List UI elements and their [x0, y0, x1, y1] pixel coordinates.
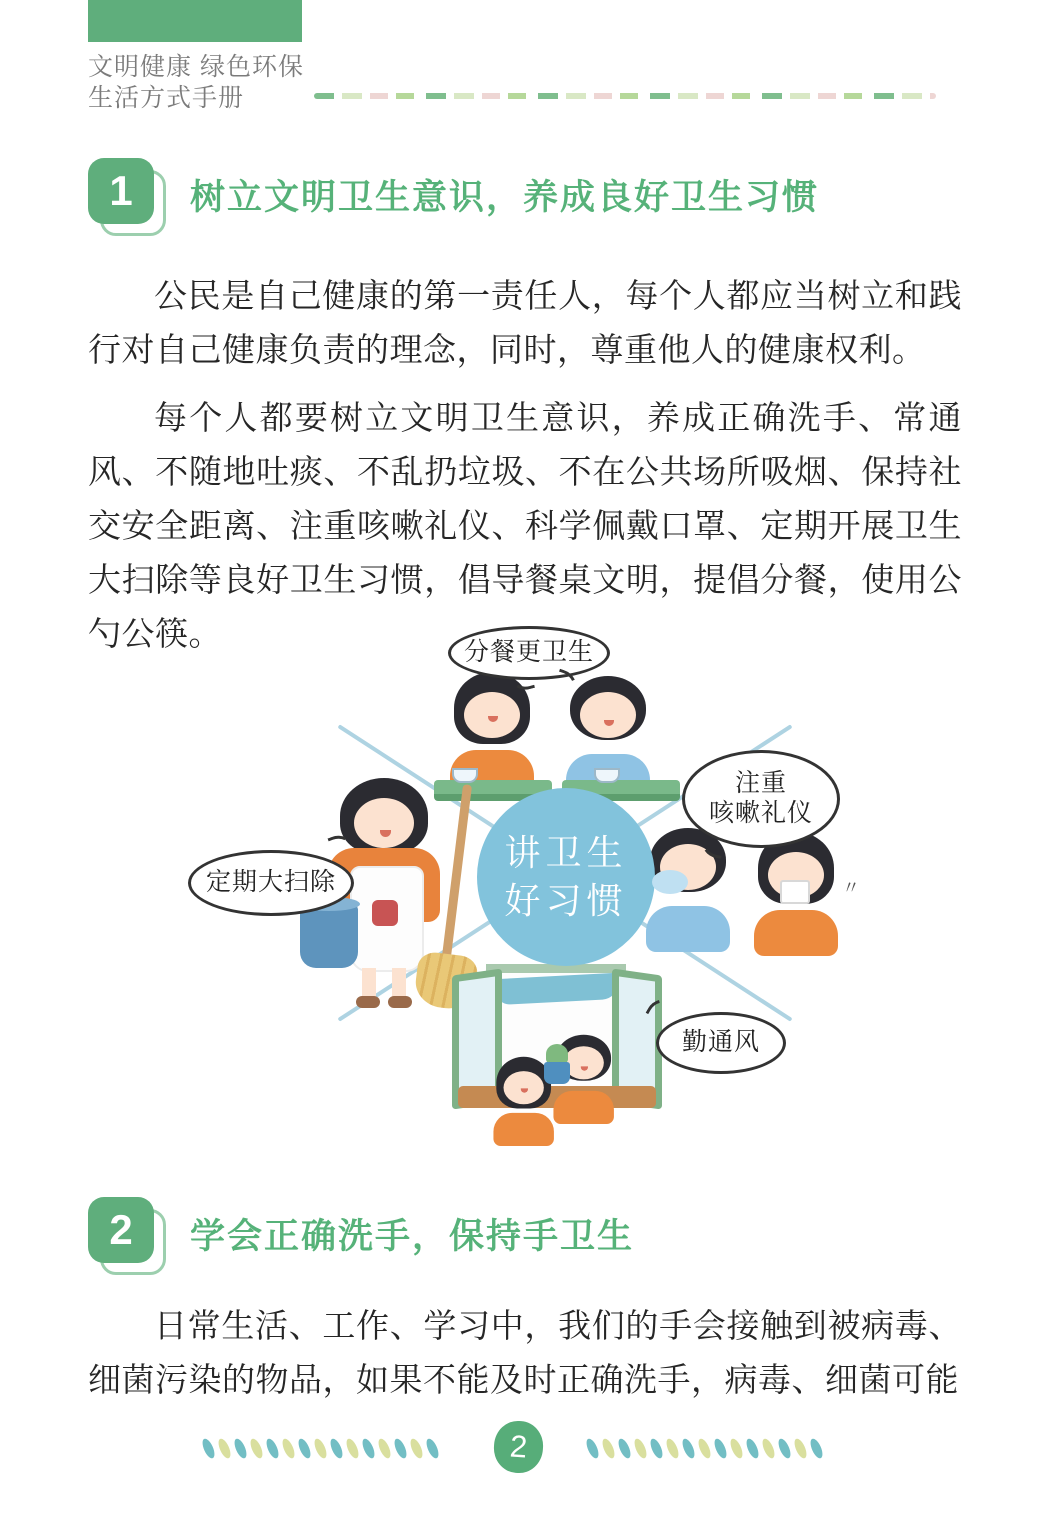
brand-line1: 文明健康 绿色环保 — [88, 53, 304, 81]
section-2-title: 学会正确洗手，保持手卫生 — [190, 1217, 635, 1256]
leaf-icon — [312, 1437, 329, 1460]
hygiene-habits-illustration — [0, 612, 1058, 1178]
footer-leaf-row-left — [204, 1436, 437, 1460]
leaf-icon — [664, 1437, 681, 1460]
meal-bubble-text: 分餐更卫生 — [463, 639, 594, 666]
bowl-icon — [452, 768, 478, 783]
decorative-dashed-line — [314, 93, 936, 99]
center-circle-label — [477, 788, 655, 966]
page-number-badge — [492, 1419, 545, 1474]
section-2-number-badge — [88, 1197, 170, 1279]
brand-line2: 生活方式手册 — [88, 84, 245, 112]
leaf-icon — [632, 1437, 649, 1460]
cough-bubble-line2: 咳嗽礼仪 — [708, 800, 813, 827]
section-2-heading — [88, 1197, 968, 1289]
leaf-icon — [616, 1437, 633, 1460]
paragraph-1: 公民是自己健康的第一责任人，每个人都应当树立和践行对自己健康负责的理念，同时，尊重他人的健康权利。 — [88, 279, 962, 369]
leaf-icon — [216, 1437, 233, 1460]
leaf-icon — [232, 1437, 249, 1460]
paragraph-3: 日常生活、工作、学习中，我们的手会接触到被病毒、细菌污染的物品，如果不能及时正确洗手，病毒、细菌可能 — [88, 1309, 962, 1399]
leaf-icon — [360, 1437, 377, 1460]
handbook-brand — [88, 52, 304, 114]
leaf-icon — [296, 1437, 313, 1460]
blue-shirt — [646, 906, 730, 952]
flower-pot-icon — [544, 1062, 570, 1084]
leaf-icon — [744, 1437, 761, 1460]
leaf-icon — [424, 1437, 441, 1460]
footer-leaf-row-right — [588, 1436, 821, 1460]
leaf-icon — [792, 1437, 809, 1460]
section-1-title: 树立文明卫生意识，养成良好卫生习惯 — [190, 178, 820, 217]
elbow-covering-mouth — [652, 870, 688, 894]
face — [354, 798, 414, 848]
sneeze-motion-marks: 〃 — [842, 878, 860, 899]
leg — [362, 968, 376, 998]
leaf-icon — [712, 1437, 729, 1460]
leaf-icon — [648, 1437, 665, 1460]
sneezing-girl-character — [752, 832, 860, 956]
leaf-icon — [600, 1437, 617, 1460]
section-number: 2 — [88, 1197, 154, 1263]
leaf-icon — [248, 1437, 265, 1460]
leaf-icon — [776, 1437, 793, 1460]
orange-shirt — [493, 1113, 553, 1146]
leaf-icon — [584, 1437, 601, 1460]
leg — [392, 968, 406, 998]
leaf-icon — [264, 1437, 281, 1460]
page-number: 2 — [508, 1428, 529, 1465]
leaf-icon — [728, 1437, 745, 1460]
apron-pocket — [372, 900, 398, 926]
face — [464, 692, 520, 738]
plant-icon — [546, 1044, 568, 1064]
section-number: 1 — [88, 158, 154, 224]
shoe — [356, 996, 380, 1008]
orange-shirt — [754, 910, 838, 956]
leaf-icon — [200, 1437, 217, 1460]
face — [580, 692, 636, 738]
center-line2: 好习惯 — [504, 881, 628, 921]
section-1-number-badge — [88, 158, 170, 240]
cough-speech-bubble — [682, 750, 840, 848]
leaf-icon — [392, 1437, 409, 1460]
section-1-heading — [88, 158, 968, 250]
bowl-icon — [594, 768, 620, 783]
leaf-icon — [696, 1437, 713, 1460]
open-window-scene — [452, 960, 662, 1108]
cleaning-bubble-text: 定期大扫除 — [205, 869, 336, 896]
cough-bubble-line1: 注重 — [734, 770, 787, 797]
leaf-icon — [344, 1437, 361, 1460]
ventilation-speech-bubble — [656, 1012, 786, 1074]
cleaning-speech-bubble — [188, 850, 354, 916]
shoe — [388, 996, 412, 1008]
orange-shirt — [553, 1091, 613, 1124]
leaf-icon — [680, 1437, 697, 1460]
header-green-block — [88, 0, 302, 42]
leaf-icon — [328, 1437, 345, 1460]
leaf-icon — [408, 1437, 425, 1460]
leaf-icon — [376, 1437, 393, 1460]
leaf-icon — [808, 1437, 825, 1460]
bucket-icon — [300, 904, 358, 968]
leaf-icon — [760, 1437, 777, 1460]
leaf-icon — [280, 1437, 297, 1460]
center-line1: 讲卫生 — [504, 833, 628, 873]
ventilation-bubble-text: 勤通风 — [681, 1029, 760, 1056]
paragraph-2: 每个人都要树立文明卫生意识，养成正确洗手、常通风、不随地吐痰、不乱扔垃圾、不在公共场所吸烟、保持社交安全距离、注重咳嗽礼仪、科学佩戴口罩、定期开展卫生大扫除等良好卫生习惯，倡导餐桌文明，提倡分餐，使用公勺公筷。 — [88, 401, 962, 653]
tissue-over-mouth — [780, 880, 810, 904]
